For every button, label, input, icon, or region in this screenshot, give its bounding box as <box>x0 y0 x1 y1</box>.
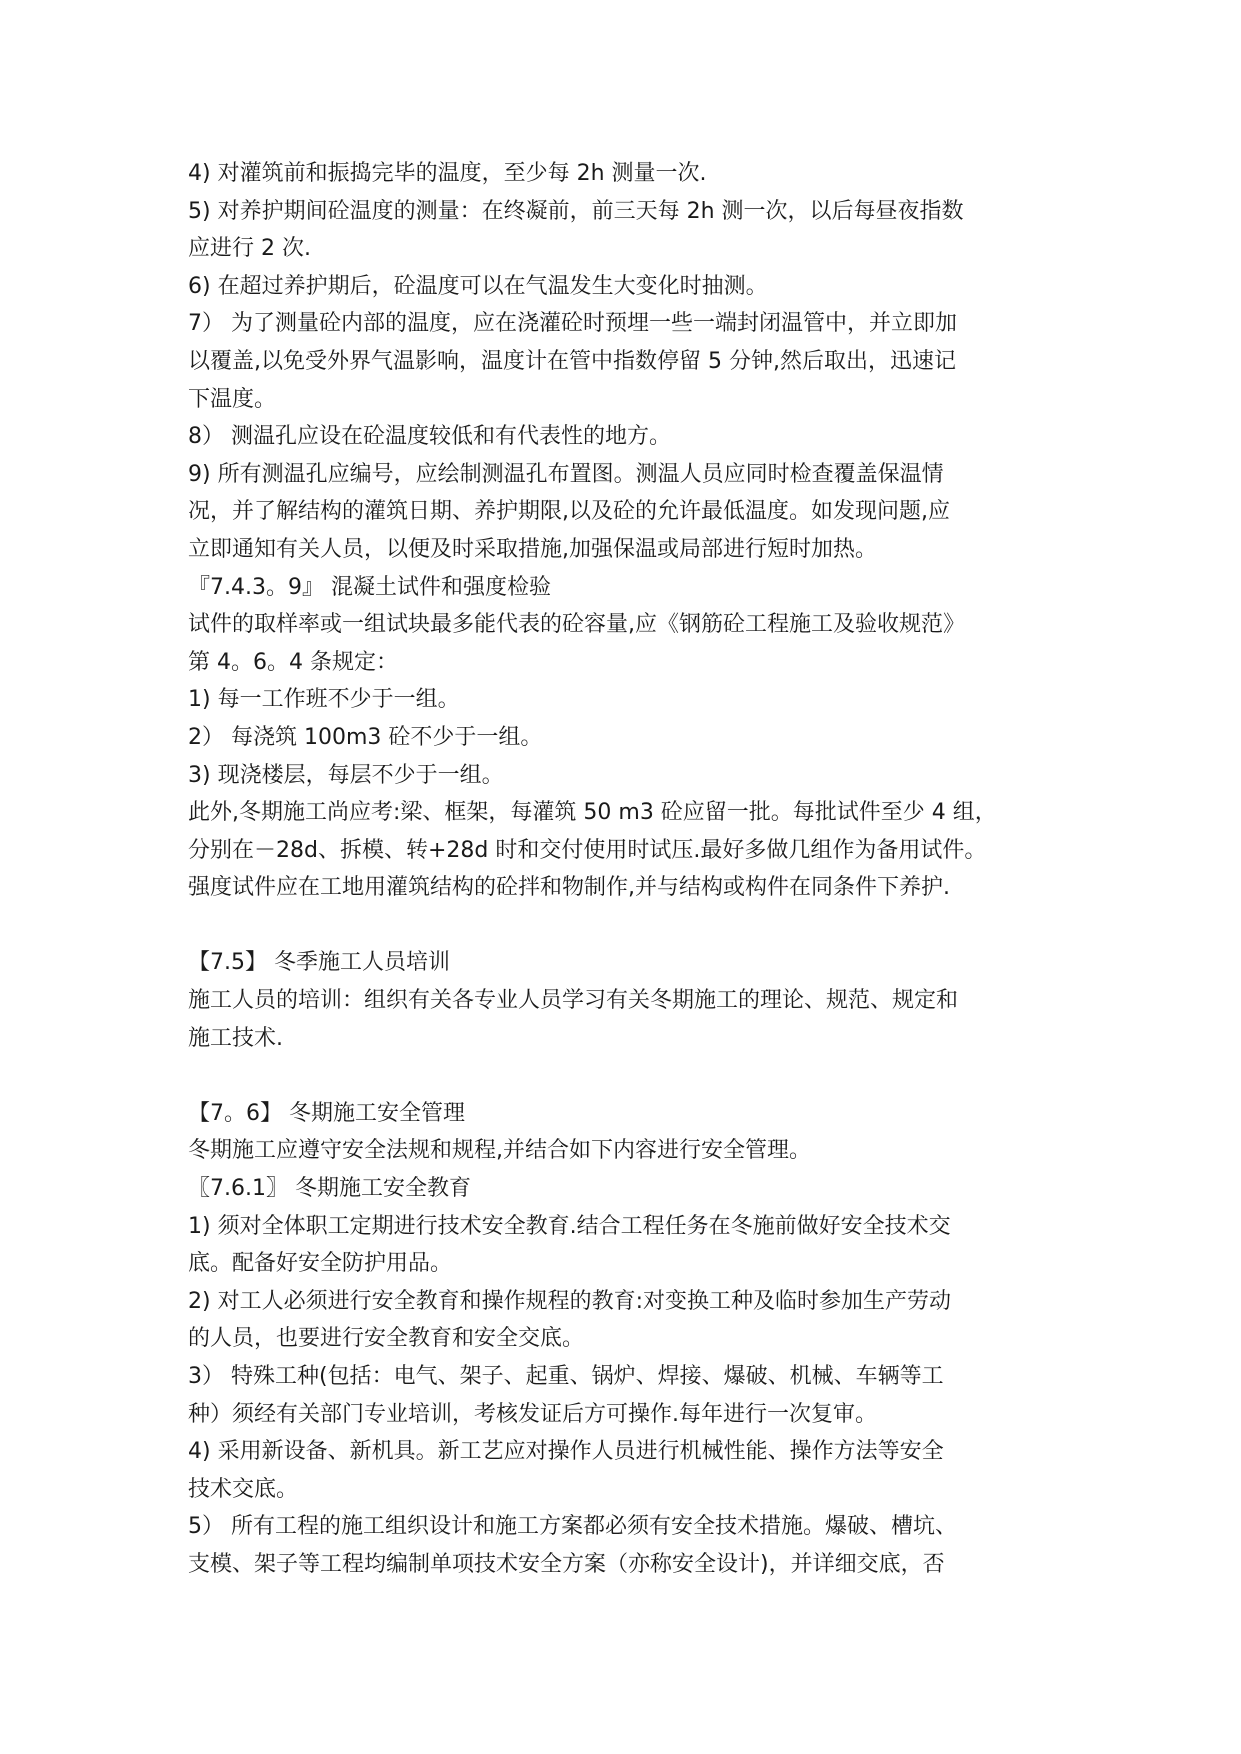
text-line: 试件的取样率或一组试块最多能代表的砼容量,应《钢筋砼工程施工及验收规范》 <box>188 612 965 638</box>
text-line: 强度试件应在工地用灌筑结构的砼拌和物制作,并与结构或构件在同条件下养护. <box>188 875 950 901</box>
blank-line <box>188 907 1058 945</box>
text-line: 7） 为了测量砼内部的温度，应在浇灌砼时预埋一些一端封闭温管中，并立即加 <box>188 311 957 337</box>
text-line: 下温度。 <box>188 386 277 412</box>
text-line: 1) 须对全体职工定期进行技术安全教育.结合工程任务在冬施前做好安全技术交 <box>188 1213 951 1239</box>
text-line: 1) 每一工作班不少于一组。 <box>188 687 460 713</box>
text-line: 支模、架子等工程均编制单项技术安全方案（亦称安全设计)，并详细交底，否 <box>188 1551 945 1577</box>
text-line: 3） 特殊工种(包括：电气、架子、起重、锅炉、焊接、爆破、机械、车辆等工 <box>188 1364 944 1389</box>
text-line: 5） 所有工程的施工组织设计和施工方案都必须有安全技术措施。爆破、槽坑、 <box>188 1514 957 1540</box>
section-heading: 『7.4.3。9』 混凝土试件和强度检验 <box>188 574 551 600</box>
text-line: 2） 每浇筑 100m3 砼不少于一组。 <box>188 724 543 750</box>
document-body <box>188 155 1058 1584</box>
text-line: 施工技术. <box>188 1025 283 1051</box>
text-line: 9) 所有测温孔应编号，应绘制测温孔布置图。测温人员应同时检查覆盖保温情 <box>188 461 944 487</box>
section-heading: 【7。6】 冬期施工安全管理 <box>188 1100 465 1126</box>
text-line: 6) 在超过养护期后，砼温度可以在气温发生大变化时抽测。 <box>188 273 768 299</box>
text-line: 8） 测温孔应设在砼温度较低和有代表性的地方。 <box>188 424 671 450</box>
text-line: 况，并了解结构的灌筑日期、养护期限,以及砼的允许最低温度。如发现问题,应 <box>188 499 950 525</box>
text-line: 2) 对工人必须进行安全教育和操作规程的教育:对变换工种及临时参加生产劳动 <box>188 1288 951 1314</box>
text-line: 种）须经有关部门专业培训，考核发证后方可操作.每年进行一次复审。 <box>188 1401 877 1427</box>
text-line: 施工人员的培训：组织有关各专业人员学习有关冬期施工的理论、规范、规定和 <box>188 988 959 1014</box>
text-line: 4) 采用新设备、新机具。新工艺应对操作人员进行机械性能、操作方法等安全 <box>188 1439 944 1465</box>
text-line: 立即通知有关人员，以便及时采取措施,加强保温或局部进行短时加热。 <box>188 536 877 562</box>
text-line: 应进行 2 次. <box>188 236 311 262</box>
text-line: 底。配备好安全防护用品。 <box>188 1251 453 1277</box>
section-heading: 〖7.6.1〗 冬期施工安全教育 <box>188 1176 471 1202</box>
text-line: 的人员，也要进行安全教育和安全交底。 <box>188 1326 585 1352</box>
text-line: 冬期施工应遵守安全法规和规程,并结合如下内容进行安全管理。 <box>188 1138 811 1164</box>
text-line: 4) 对灌筑前和振捣完毕的温度，至少每 2h 测量一次. <box>188 161 707 186</box>
section-heading: 【7.5】 冬季施工人员培训 <box>188 950 450 976</box>
blank-line <box>188 1057 1058 1095</box>
text-line: 5) 对养护期间砼温度的测量：在终凝前，前三天每 2h 测一次，以后每昼夜指数 <box>188 198 964 224</box>
text-line: 以覆盖,以免受外界气温影响，温度计在管中指数停留 5 分钟,然后取出，迅速记 <box>188 348 956 374</box>
text-line: 3) 现浇楼层，每层不少于一组。 <box>188 762 504 788</box>
text-line: 第 4。6。4 条规定： <box>188 649 398 675</box>
text-line: 分别在－28d、拆模、转+28d 时和交付使用时试压.最好多做几组作为备用试件。 <box>188 837 987 863</box>
text-line: 此外,冬期施工尚应考:梁、框架，每灌筑 50 m3 砼应留一批。每批试件至少 4 组， <box>188 800 997 826</box>
text-line: 技术交底。 <box>188 1476 299 1502</box>
